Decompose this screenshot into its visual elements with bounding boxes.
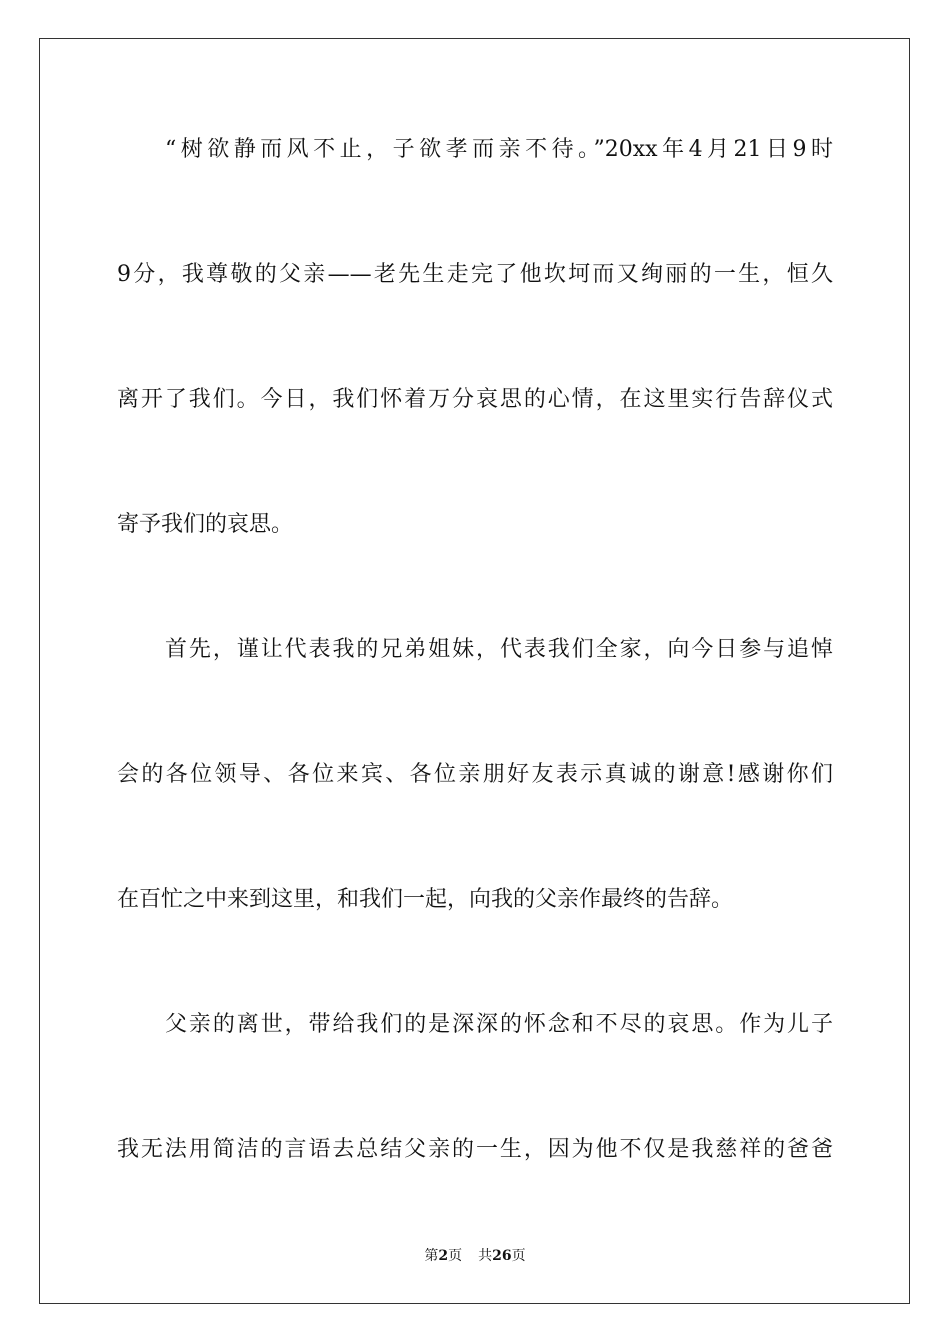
footer-prefix: 第 <box>424 1248 439 1264</box>
footer-total-suffix: 页 <box>511 1248 526 1264</box>
text-line-4: 寄予我们的哀思。 <box>117 512 294 537</box>
footer-total-pages: 26 <box>492 1248 512 1264</box>
page-frame <box>39 38 910 1304</box>
text-line-2: 9分，我尊敬的父亲——老先生走完了他坎坷而又绚丽的一生，恒久 <box>117 262 833 287</box>
text-line-8: 父亲的离世，带给我们的是深深的怀念和不尽的哀思。作为儿子 <box>165 1012 833 1037</box>
text-line-7: 在百忙之中来到这里，和我们一起，向我的父亲作最终的告辞。 <box>117 887 734 912</box>
text-line-3: 离开了我们。今日，我们怀着万分哀思的心情，在这里实行告辞仪式 <box>117 387 833 412</box>
text-line-9: 我无法用简洁的言语去总结父亲的一生，因为他不仅是我慈祥的爸爸 <box>117 1137 833 1162</box>
page-footer <box>0 1246 950 1266</box>
text-line-6: 会的各位领导、各位来宾、各位亲朋好友表示真诚的谢意!感谢你们 <box>117 762 833 787</box>
footer-page-suffix: 页 <box>448 1248 463 1264</box>
text-line-1: “树欲静而风不止，子欲孝而亲不待。”20xx年4月21日9时 <box>165 137 833 162</box>
text-line-5: 首先，谨让代表我的兄弟姐妹，代表我们全家，向今日参与追悼 <box>165 637 833 662</box>
footer-page-number: 2 <box>438 1248 449 1264</box>
footer-total-prefix: 共 <box>478 1248 493 1264</box>
